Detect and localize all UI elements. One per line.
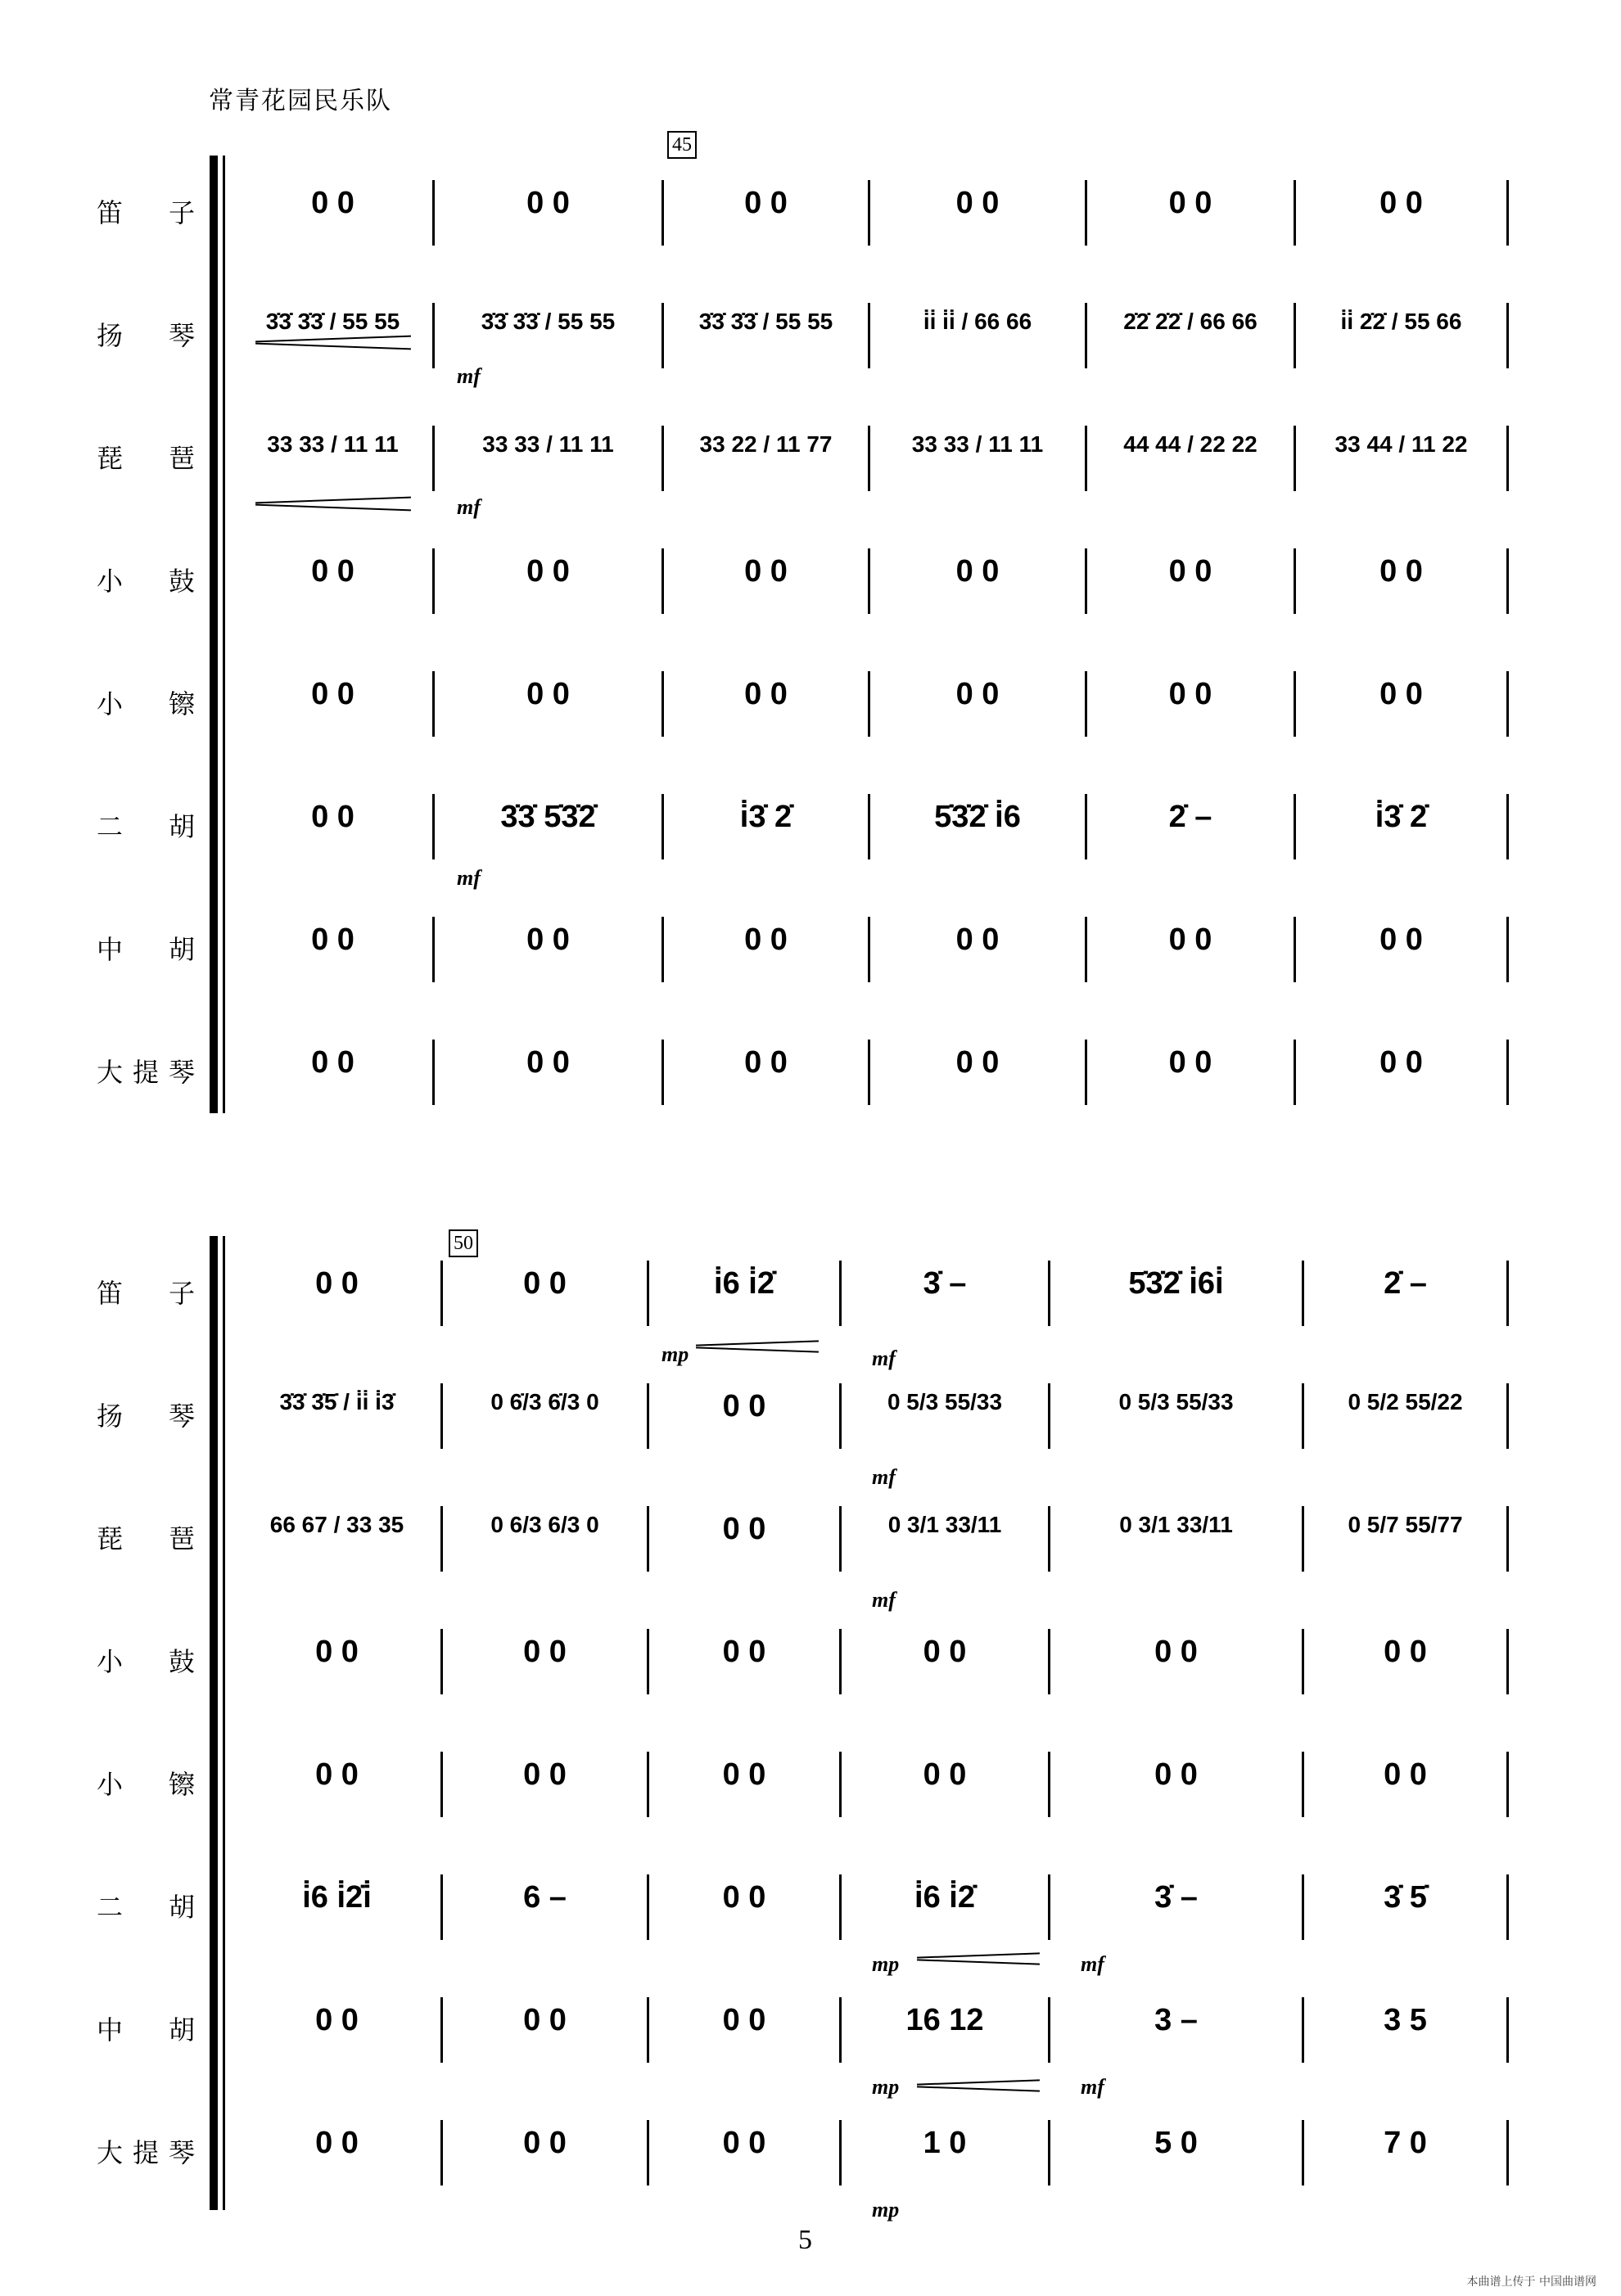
measure-notes: 3 5 — [1384, 2003, 1427, 2037]
measure-notes: 0 0 — [315, 2003, 359, 2037]
measure-notes: 0 0 — [744, 186, 788, 220]
measure-notes: 33 22 / 11 77 — [699, 431, 833, 457]
measure-notes: 0 0 — [955, 554, 1000, 589]
dynamic-marking: mf — [457, 495, 481, 519]
measure-notes: 33 44 / 11 22 — [1334, 431, 1468, 457]
barline — [1506, 671, 1509, 737]
rehearsal-mark: 45 — [667, 131, 697, 159]
measure-notes: 0 3/1 33/11 — [887, 1512, 1002, 1537]
dynamic-marking: mp — [872, 1952, 900, 1976]
dynamic-marking: mp — [661, 1342, 689, 1366]
measure-notes: 0 0 — [1154, 1635, 1198, 1669]
measure-notes: 0 6̇/3 6̇/3 0 — [490, 1389, 599, 1414]
measure-notes: 3̇ – — [1154, 1880, 1198, 1915]
measure-notes: 0 0 — [955, 677, 1000, 711]
measure-notes: 5̇3̇2̇ i̇6 — [934, 800, 1021, 834]
instrument-label: 二胡 — [97, 1892, 195, 1923]
system-bracket-line — [223, 156, 225, 1113]
measure-notes: 0 0 — [311, 800, 354, 834]
measure-notes: 0 0 — [923, 1757, 967, 1792]
measure-notes: 33 33 / 11 11 — [267, 431, 399, 457]
measure-notes: 0 5/7 55/77 — [1348, 1512, 1463, 1537]
measure-notes: 66 67 / 33 35 — [269, 1512, 404, 1537]
measure-notes: 33 33 / 11 11 — [911, 431, 1044, 457]
measure-notes: 33 33 / 11 11 — [482, 431, 614, 457]
barline — [1506, 548, 1509, 614]
measure-notes: i̇3̇ 2̇ — [1375, 800, 1428, 834]
measure-notes: 0 0 — [523, 1635, 567, 1669]
barline — [1506, 1629, 1509, 1694]
measure-notes: 0 0 — [523, 2003, 567, 2037]
measure-notes: 3̇3̇ 3̇5̇ / i̇i̇ i̇3̇ — [279, 1389, 395, 1414]
barline — [1506, 303, 1509, 368]
measure-notes: 16 12 — [905, 2003, 984, 2037]
measure-notes: 0 3/1 33/11 — [1119, 1512, 1233, 1537]
measure-notes: 0 5/3 55/33 — [1118, 1389, 1234, 1414]
measure-notes: i̇i̇ 2̇2̇ / 55 66 — [1340, 309, 1462, 334]
measure-notes: 0 0 — [744, 554, 788, 589]
measure-notes: 3̇3̇ 3̇3̇ / 55 55 — [265, 309, 400, 334]
barline — [1506, 180, 1509, 246]
measure-notes: 5̇3̇2̇ i̇6i̇ — [1128, 1266, 1224, 1301]
barline — [1506, 426, 1509, 491]
measure-notes: 0 0 — [722, 2003, 766, 2037]
measure-notes: 0 0 — [311, 186, 354, 220]
measure-notes: 0 0 — [526, 922, 570, 957]
measure-notes: 0 5/3 55/33 — [887, 1389, 1003, 1414]
measure-notes: 3̇3̇ 3̇3̇ / 55 55 — [698, 309, 833, 334]
measure-notes: 0 0 — [923, 1635, 967, 1669]
measure-notes: 0 6/3 6/3 0 — [490, 1512, 599, 1537]
measure-notes: 2̇2̇ 2̇2̇ / 66 66 — [1123, 309, 1258, 334]
measure-notes: 0 0 — [722, 1757, 766, 1792]
measure-notes: i̇6 i̇2̇ — [714, 1266, 774, 1301]
measure-notes: 0 0 — [722, 1389, 766, 1423]
measure-notes: 0 0 — [523, 2126, 567, 2160]
measure-notes: 0 0 — [1168, 186, 1212, 220]
dynamic-marking: mf — [872, 1465, 896, 1489]
instrument-label: 笛子 — [97, 197, 195, 228]
system-bracket — [210, 156, 218, 1113]
ensemble-name: 常青花园民乐队 — [209, 88, 392, 115]
measure-notes: 44 44 / 22 22 — [1123, 431, 1258, 457]
measure-notes: 0 0 — [1379, 554, 1423, 589]
measure-notes: 0 0 — [955, 922, 1000, 957]
instrument-label: 小鼓 — [97, 566, 195, 597]
measure-notes: 0 0 — [955, 186, 1000, 220]
dynamic-marking: mf — [457, 364, 481, 388]
dynamic-marking: mf — [1081, 2075, 1104, 2099]
measure-notes: i̇6 i̇2̇i̇ — [302, 1880, 372, 1915]
measure-notes: 0 0 — [722, 1512, 766, 1546]
measure-notes: 0 0 — [1168, 1045, 1212, 1080]
measure-notes: 0 0 — [315, 1635, 359, 1669]
instrument-label: 小镲 — [97, 1769, 195, 1800]
measure-notes: i̇i̇ i̇i̇ / 66 66 — [923, 309, 1032, 334]
measure-notes: 0 0 — [315, 1757, 359, 1792]
score-system-1 — [0, 134, 1621, 1113]
measure-notes: 0 0 — [1384, 1757, 1427, 1792]
measure-notes: 0 5/2 55/22 — [1348, 1389, 1463, 1414]
measure-notes: 0 0 — [1379, 677, 1423, 711]
measure-notes: 3̇3̇ 5̇3̇2̇ — [500, 800, 596, 834]
measure-notes: 6 – — [523, 1880, 567, 1915]
measure-notes: 3 – — [1154, 2003, 1198, 2037]
barline — [1506, 1040, 1509, 1105]
measure-notes: 0 0 — [722, 1880, 766, 1915]
barline — [1506, 2120, 1509, 2185]
measure-notes: 0 0 — [1379, 186, 1423, 220]
measure-notes: 0 0 — [722, 1635, 766, 1669]
system-bracket-line — [223, 1236, 225, 2210]
instrument-label: 琵琶 — [97, 1523, 195, 1554]
measure-notes: 0 0 — [722, 2126, 766, 2160]
dynamic-marking: mp — [872, 2075, 900, 2099]
measure-notes: 0 0 — [1384, 1635, 1427, 1669]
measure-notes: 0 0 — [523, 1266, 567, 1301]
measure-notes: i̇3̇ 2̇ — [739, 800, 792, 834]
instrument-label: 中胡 — [97, 2014, 195, 2046]
measure-notes: 0 0 — [315, 2126, 359, 2160]
instrument-label: 小鼓 — [97, 1646, 195, 1677]
measure-notes: 7 0 — [1384, 2126, 1427, 2160]
measure-notes: 0 0 — [1168, 922, 1212, 957]
instrument-label: 大提琴 — [97, 1057, 195, 1088]
barline — [1506, 1997, 1509, 2063]
measure-notes: 3̇3̇ 3̇3̇ / 55 55 — [481, 309, 616, 334]
measure-notes: 3̇ – — [923, 1266, 967, 1301]
measure-notes: 1 0 — [923, 2126, 967, 2160]
barline — [1506, 1752, 1509, 1817]
measure-notes: 0 0 — [526, 677, 570, 711]
measure-notes: 0 0 — [744, 922, 788, 957]
instrument-label: 中胡 — [97, 934, 195, 965]
page-number: 5 — [798, 2225, 812, 2255]
measure-notes: 0 0 — [526, 186, 570, 220]
measure-notes: 0 0 — [744, 677, 788, 711]
barline — [1506, 1506, 1509, 1572]
measure-notes: 0 0 — [744, 1045, 788, 1080]
barline — [1506, 917, 1509, 982]
instrument-label: 笛子 — [97, 1278, 195, 1309]
score-system-2 — [0, 1233, 1621, 2210]
measure-notes: 5 0 — [1154, 2126, 1198, 2160]
barline — [1506, 1383, 1509, 1449]
measure-notes: 0 0 — [1168, 677, 1212, 711]
barline — [1506, 1874, 1509, 1940]
measure-notes: 0 0 — [526, 1045, 570, 1080]
barline — [1506, 1261, 1509, 1326]
measure-notes: 0 0 — [311, 554, 354, 589]
instrument-label: 琵琶 — [97, 443, 195, 474]
footer-credit: 本曲谱上传于 中国曲谱网 — [1466, 2276, 1596, 2289]
barline — [1506, 794, 1509, 859]
instrument-label: 扬琴 — [97, 320, 195, 351]
measure-notes: 2̇ – — [1384, 1266, 1427, 1301]
rehearsal-mark: 50 — [449, 1229, 478, 1257]
instrument-label: 扬琴 — [97, 1401, 195, 1432]
dynamic-marking: mf — [872, 1346, 896, 1370]
measure-notes: 2̇ – — [1168, 800, 1212, 834]
measure-notes: 0 0 — [526, 554, 570, 589]
measure-notes: 0 0 — [315, 1266, 359, 1301]
dynamic-marking: mp — [872, 2198, 900, 2222]
measure-notes: 0 0 — [311, 1045, 354, 1080]
measure-notes: 0 0 — [1168, 554, 1212, 589]
dynamic-marking: mf — [872, 1588, 896, 1612]
measure-notes: 0 0 — [311, 922, 354, 957]
instrument-label: 大提琴 — [97, 2137, 195, 2168]
measure-notes: 0 0 — [1379, 922, 1423, 957]
measure-notes: 0 0 — [523, 1757, 567, 1792]
measure-notes: 0 0 — [955, 1045, 1000, 1080]
dynamic-marking: mf — [457, 866, 481, 890]
measure-notes: 0 0 — [311, 677, 354, 711]
measure-notes: 3̇ 5̇ — [1384, 1880, 1427, 1915]
measure-notes: 0 0 — [1154, 1757, 1198, 1792]
measure-notes: i̇6 i̇2̇ — [914, 1880, 975, 1915]
system-bracket — [210, 1236, 218, 2210]
measure-notes: 0 0 — [1379, 1045, 1423, 1080]
instrument-label: 小镲 — [97, 688, 195, 719]
instrument-label: 二胡 — [97, 811, 195, 842]
dynamic-marking: mf — [1081, 1952, 1104, 1976]
